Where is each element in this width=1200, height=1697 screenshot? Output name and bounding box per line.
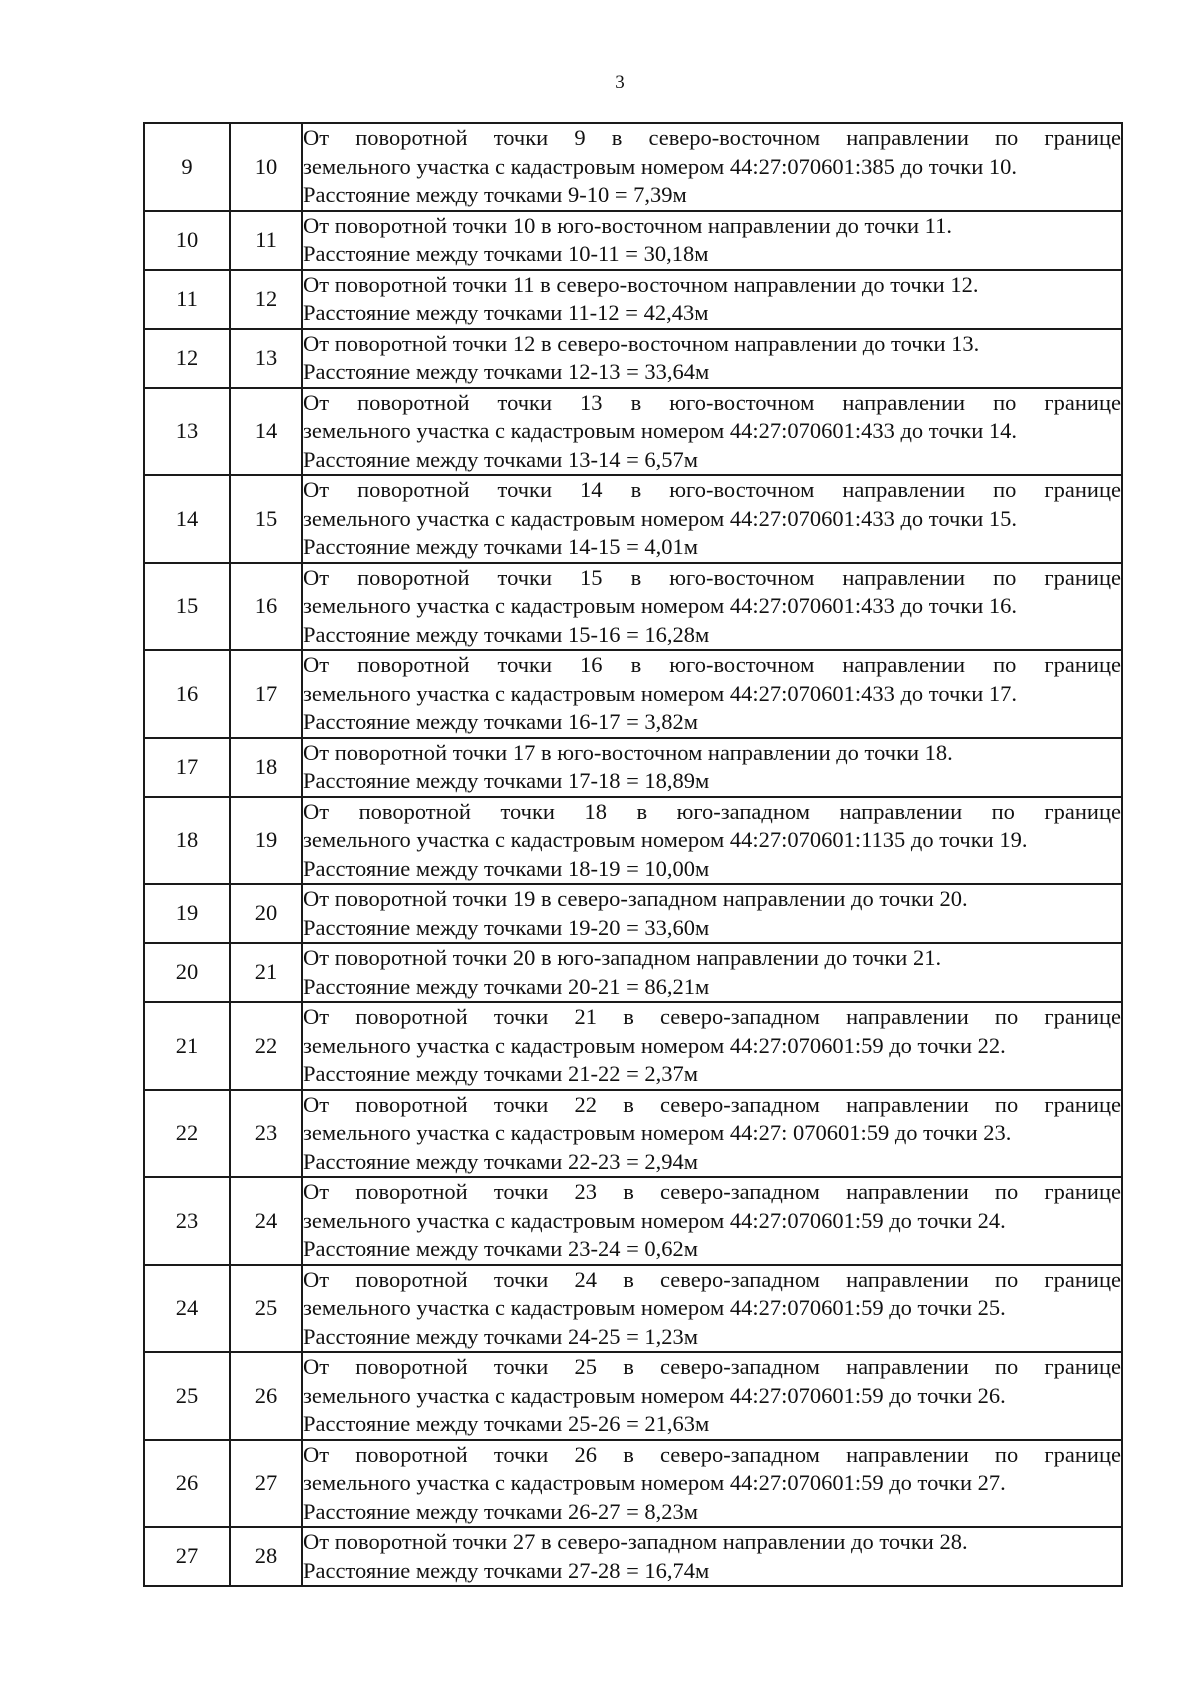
description-cell [302,1002,1122,1090]
table-row [144,650,1122,738]
table-row [144,563,1122,651]
from-point-cell: 14 [144,475,230,563]
description-cell [302,329,1122,388]
description-line: земельного участка с кадастровым номером 44:27:070601:59 до точки 22. [303,1032,1006,1058]
table-row [144,1265,1122,1353]
to-point-cell: 15 [230,475,302,563]
description-cell [302,270,1122,329]
description-cell [302,797,1122,885]
to-point-cell: 17 [230,650,302,738]
description-line: От поворотной точки 11 в северо-восточном направлении до точки 12. [303,271,979,297]
description-cell [302,1440,1122,1528]
from-point-cell: 12 [144,329,230,388]
description-line: Расстояние между точками 27-28 = 16,74м [303,1557,710,1583]
description-line: Расстояние между точками 14-15 = 4,01м [303,534,699,559]
description-line: земельного участка с кадастровым номером 44:27:070601:385 до точки 10. [303,153,1018,179]
description-line: От поворотной точки 26 в северо-западном направлении по границе [303,1441,1121,1467]
description-line: земельного участка с кадастровым номером 44:27:070601:433 до точки 15. [303,505,1018,531]
description-line: Расстояние между точками 16-17 = 3,82м [303,709,699,734]
description-line: От поворотной точки 15 в юго-восточном направлении по границе [303,564,1121,590]
description-line: От поворотной точки 22 в северо-западном направлении по границе [303,1091,1121,1117]
description-line: От поворотной точки 12 в северо-восточном направлении до точки 13. [303,330,980,356]
from-point-cell: 22 [144,1090,230,1178]
description-line: От поворотной точки 13 в юго-восточном направлении по границе [303,389,1121,415]
description-cell [302,1265,1122,1353]
from-point-cell: 26 [144,1440,230,1528]
to-point-cell: 24 [230,1177,302,1265]
to-point-cell: 23 [230,1090,302,1178]
description-line: земельного участка с кадастровым номером 44:27:070601:59 до точки 24. [303,1207,1006,1233]
description-line: земельного участка с кадастровым номером 44:27:070601:433 до точки 17. [303,680,1018,706]
to-point-cell: 18 [230,738,302,797]
table-row [144,123,1122,211]
from-point-cell: 25 [144,1352,230,1440]
to-point-cell: 10 [230,123,302,211]
from-point-cell: 19 [144,884,230,943]
table-row [144,797,1122,885]
from-point-cell: 24 [144,1265,230,1353]
table-row [144,329,1122,388]
from-point-cell: 27 [144,1527,230,1586]
from-point-cell: 18 [144,797,230,885]
description-line: Расстояние между точками 20-21 = 86,21м [303,973,710,999]
description-line: земельного участка с кадастровым номером 44:27: 070601:59 до точки 23. [303,1120,1012,1145]
description-cell [302,563,1122,651]
to-point-cell: 27 [230,1440,302,1528]
table-row [144,884,1122,943]
description-line: Расстояние между точками 9-10 = 7,39м [303,182,687,207]
description-line: земельного участка с кадастровым номером 44:27:070601:59 до точки 26. [303,1382,1006,1408]
description-line: Расстояние между точками 19-20 = 33,60м [303,914,710,940]
from-point-cell: 10 [144,211,230,270]
description-line: Расстояние между точками 13-14 = 6,57м [303,446,699,472]
table-row [144,1352,1122,1440]
description-line: земельного участка с кадастровым номером 44:27:070601:433 до точки 16. [303,593,1018,618]
table-row [144,211,1122,270]
description-line: Расстояние между точками 12-13 = 33,64м [303,359,710,384]
from-point-cell: 23 [144,1177,230,1265]
description-line: От поворотной точки 17 в юго-восточном направлении до точки 18. [303,739,953,765]
table-row [144,475,1122,563]
description-line: Расстояние между точками 21-22 = 2,37м [303,1061,699,1086]
table-body [144,123,1122,1586]
table-row [144,1090,1122,1178]
description-cell [302,650,1122,738]
description-line: От поворотной точки 21 в северо-западном направлении по границе [303,1004,1121,1029]
to-point-cell: 25 [230,1265,302,1353]
description-line: От поворотной точки 9 в северо-восточном направлении по границе [303,125,1121,150]
description-cell [302,738,1122,797]
description-line: Расстояние между точками 25-26 = 21,63м [303,1411,710,1436]
from-point-cell: 13 [144,388,230,476]
table-row [144,1527,1122,1586]
description-line: Расстояние между точками 18-19 = 10,00м [303,855,710,881]
to-point-cell: 13 [230,329,302,388]
to-point-cell: 16 [230,563,302,651]
to-point-cell: 21 [230,943,302,1002]
description-line: Расстояние между точками 23-24 = 0,62м [303,1236,699,1261]
table-row [144,270,1122,329]
page-number: 3 [615,72,625,93]
description-line: От поворотной точки 16 в юго-восточном направлении по границе [303,652,1121,677]
boundary-description-table [143,122,1123,1587]
description-cell [302,211,1122,270]
description-cell [302,1177,1122,1265]
description-line: земельного участка с кадастровым номером 44:27:070601:59 до точки 25. [303,1295,1006,1320]
description-line: Расстояние между точками 10-11 = 30,18м [303,241,709,266]
description-line: Расстояние между точками 24-25 = 1,23м [303,1323,699,1349]
from-point-cell: 21 [144,1002,230,1090]
to-point-cell: 19 [230,797,302,885]
to-point-cell: 11 [230,211,302,270]
description-cell [302,475,1122,563]
from-point-cell: 15 [144,563,230,651]
description-line: От поворотной точки 20 в юго-западном направлении до точки 21. [303,945,942,970]
description-line: Расстояние между точками 15-16 = 16,28м [303,621,710,647]
table-row [144,738,1122,797]
description-line: От поворотной точки 25 в северо-западном направлении по границе [303,1354,1121,1379]
from-point-cell: 16 [144,650,230,738]
description-cell [302,1352,1122,1440]
to-point-cell: 22 [230,1002,302,1090]
description-cell [302,123,1122,211]
description-line: Расстояние между точками 11-12 = 42,43м [303,300,709,325]
description-cell [302,1090,1122,1178]
to-point-cell: 28 [230,1527,302,1586]
table-row [144,388,1122,476]
from-point-cell: 9 [144,123,230,211]
description-line: От поворотной точки 27 в северо-западном направлении до точки 28. [303,1529,968,1554]
description-line: От поворотной точки 19 в северо-западном направлении до точки 20. [303,886,968,911]
description-line: Расстояние между точками 17-18 = 18,89м [303,768,710,793]
description-line: земельного участка с кадастровым номером 44:27:070601:433 до точки 14. [303,418,1018,443]
from-point-cell: 20 [144,943,230,1002]
description-line: От поворотной точки 14 в юго-восточном направлении по границе [303,477,1121,502]
to-point-cell: 14 [230,388,302,476]
table-row [144,943,1122,1002]
table-row [144,1177,1122,1265]
from-point-cell: 11 [144,270,230,329]
from-point-cell: 17 [144,738,230,797]
description-line: От поворотной точки 18 в юго-западном направлении по границе [303,798,1121,824]
to-point-cell: 26 [230,1352,302,1440]
description-cell [302,1527,1122,1586]
table-row [144,1002,1122,1090]
description-line: земельного участка с кадастровым номером 44:27:070601:59 до точки 27. [303,1470,1006,1495]
to-point-cell: 12 [230,270,302,329]
description-cell [302,884,1122,943]
description-line: От поворотной точки 23 в северо-западном направлении по границе [303,1179,1121,1204]
description-line: Расстояние между точками 26-27 = 8,23м [303,1498,699,1524]
description-cell [302,388,1122,476]
table-row [144,1440,1122,1528]
to-point-cell: 20 [230,884,302,943]
description-line: земельного участка с кадастровым номером 44:27:070601:1135 до точки 19. [303,827,1028,852]
description-cell [302,943,1122,1002]
description-line: От поворотной точки 10 в юго-восточном направлении до точки 11. [303,212,952,238]
description-line: От поворотной точки 24 в северо-западном направлении по границе [303,1266,1121,1292]
description-line: Расстояние между точками 22-23 = 2,94м [303,1148,699,1174]
